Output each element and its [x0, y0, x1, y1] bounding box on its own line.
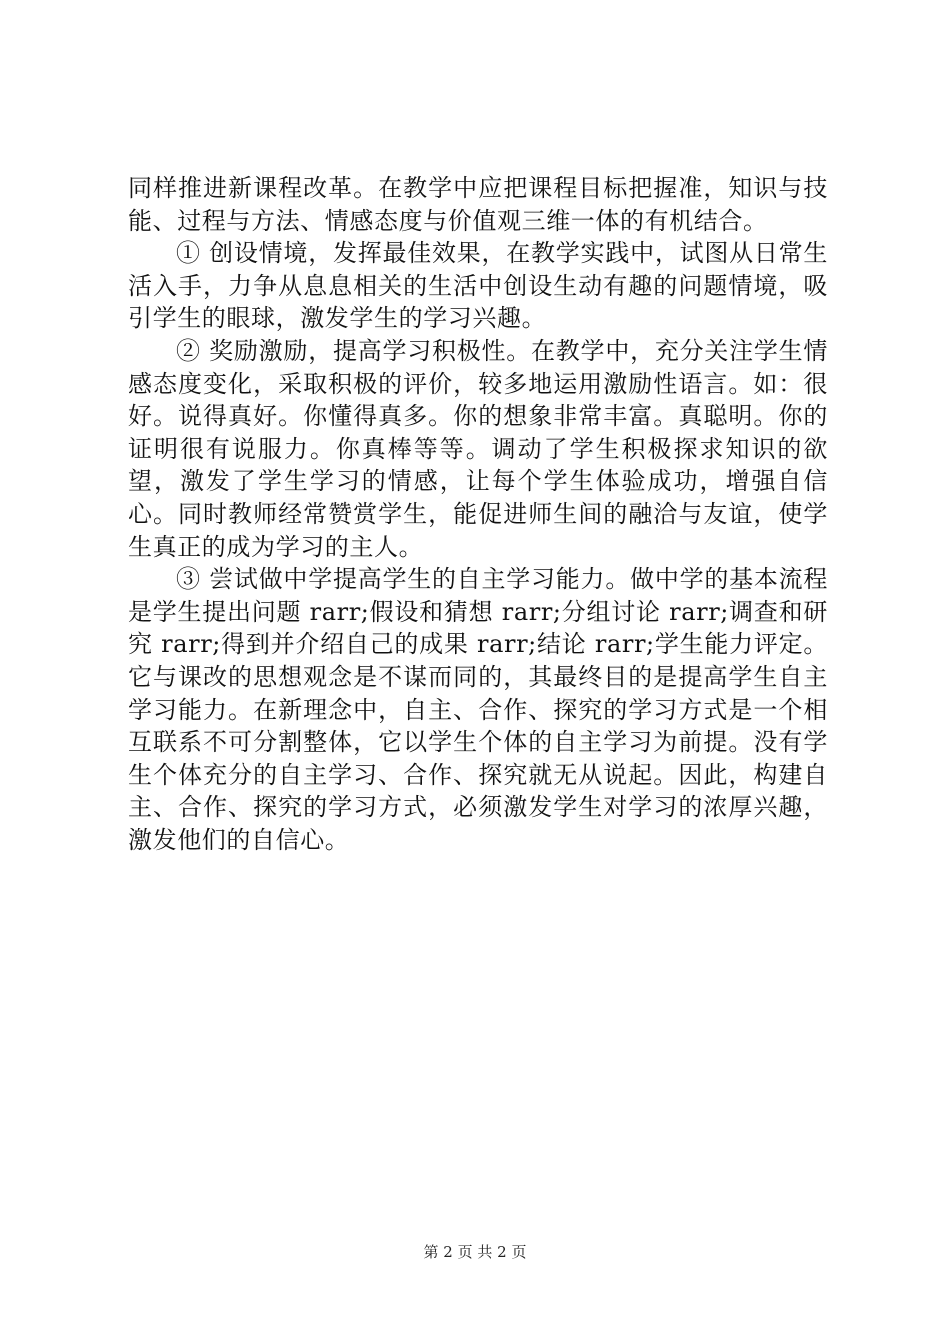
- paragraph-item-1: ① 创设情境，发挥最佳效果，在教学实践中，试图从日常生活入手，力争从息息相关的生活中创设生动有趣的问题情境，吸引学生的眼球，激发学生的学习兴趣。: [128, 239, 828, 333]
- document-body: [128, 172, 828, 856]
- paragraph-continuation: 同样推进新课程改革。在教学中应把课程目标把握准，知识与技能、过程与方法、情感态度与价值观三维一体的有机结合。: [128, 174, 828, 235]
- paragraph-item-3: ③ 尝试做中学提高学生的自主学习能力。做中学的基本流程是学生提出问题 rarr;假设和猜想 rarr;分组讨论 rarr;调查和研究 rarr;得到并介绍自己的成果 rarr;结论 rarr;学生能力评定。它与课改的思想观念是不谋而同的，其最终目的是提高学生自主学习能力。在新理念中，自主、合作、探究的学习方式是一个相互联系不可分割整体，它以学生个体的自主学习为前提。没有学生个体充分的自主学习、合作、探究就无从说起。因此，构建自主、合作、探究的学习方式，必须激发学生对学习的浓厚兴趣，激发他们的自信心。: [128, 565, 828, 854]
- paragraph-item-2: ② 奖励激励，提高学习积极性。在教学中，充分关注学生情感态度变化，采取积极的评价，较多地运用激励性语言。如：很好。说得真好。你懂得真多。你的想象非常丰富。真聪明。你的证明很有说服力。你真棒等等。调动了学生积极探求知识的欲望，激发了学生学习的情感，让每个学生体验成功，增强自信心。同时教师经常赞赏学生，能促进师生间的融洽与友谊，使学生真正的成为学习的主人。: [128, 336, 828, 561]
- page-number-footer: 第 2 页 共 2 页: [423, 1243, 527, 1261]
